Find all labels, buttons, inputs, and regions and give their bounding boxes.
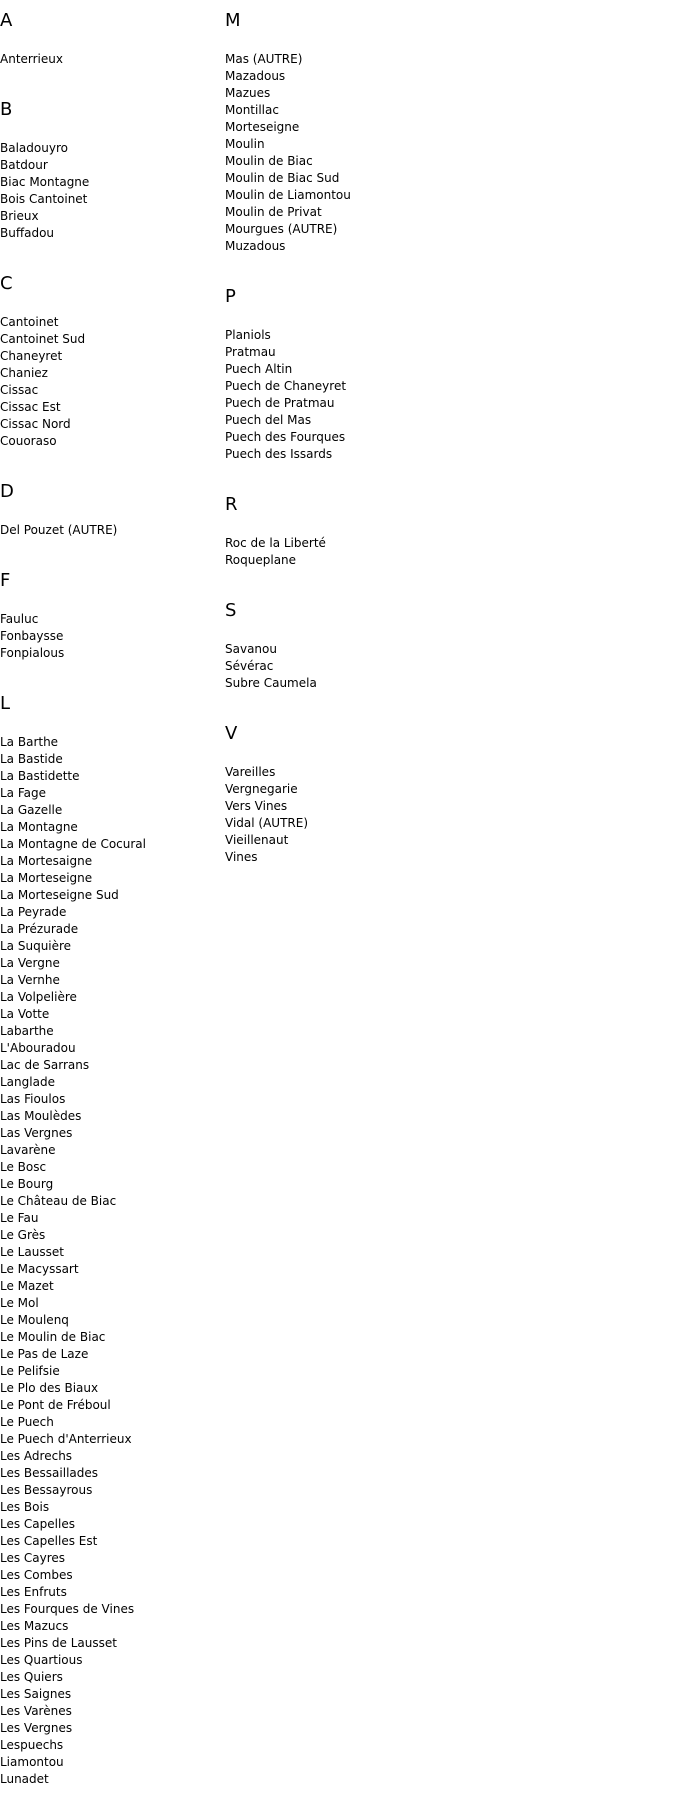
place-list-item[interactable]: Cissac Est (0, 400, 61, 414)
place-list-item[interactable]: Subre Caumela (225, 676, 317, 690)
letter-section-s (225, 600, 440, 692)
place-list-item[interactable]: Bois Cantoinet (0, 192, 88, 206)
letter-section-d (0, 481, 215, 539)
place-list-item[interactable]: Les Adrechs (0, 1449, 73, 1463)
place-list-item[interactable]: Labarthe (0, 1024, 54, 1038)
place-list-item[interactable]: Moulin (225, 137, 265, 151)
place-list-item[interactable]: Le Lausset (0, 1245, 64, 1259)
place-list-item[interactable]: La Morteseigne Sud (0, 888, 119, 902)
place-list-item[interactable]: Sévérac (225, 659, 274, 673)
place-list-item[interactable]: Le Pelifsie (0, 1364, 60, 1378)
letter-section-f (0, 570, 215, 662)
letter-section-p (225, 286, 440, 463)
place-list-item[interactable]: Puech Altin (225, 362, 293, 376)
place-list-item[interactable]: La Fage (0, 786, 47, 800)
place-list-item[interactable]: Puech de Pratmau (225, 396, 335, 410)
place-list-item[interactable]: Baladouyro (0, 141, 68, 155)
section-letter-heading: A (0, 10, 13, 31)
place-list-item[interactable]: Chaniez (0, 366, 48, 380)
place-list-item[interactable]: Les Fourques de Vines (0, 1602, 135, 1616)
letter-section-l (0, 693, 215, 1788)
place-list-item[interactable]: Les Saignes (0, 1687, 72, 1701)
place-list-item[interactable]: Las Vergnes (0, 1126, 73, 1140)
section-letter-heading: P (225, 286, 236, 307)
place-list (225, 327, 440, 463)
place-list-item[interactable]: Lunadet (0, 1772, 49, 1786)
section-letter-heading: R (225, 494, 238, 515)
section-letter-heading: S (225, 600, 237, 621)
place-list-item[interactable]: Les Varènes (0, 1704, 72, 1718)
place-list-item[interactable]: Morteseigne (225, 120, 300, 134)
place-list-item[interactable]: Mazadous (225, 69, 286, 83)
place-list-item[interactable]: Liamontou (0, 1755, 64, 1769)
place-list-item[interactable]: Vidal (AUTRE) (225, 816, 309, 830)
place-list-item[interactable]: Moulin de Biac Sud (225, 171, 340, 185)
place-list-item[interactable]: Les Capelles Est (0, 1534, 98, 1548)
place-list-item[interactable]: Cissac (0, 383, 39, 397)
place-list (225, 51, 440, 255)
place-list-item[interactable]: Las Fioulos (0, 1092, 66, 1106)
place-list-item[interactable]: Vines (225, 850, 258, 864)
place-list-item[interactable]: Planiols (225, 328, 271, 342)
place-list-item[interactable]: Le Puech d'Anterrieux (0, 1432, 132, 1446)
place-list-item[interactable]: Fonbaysse (0, 629, 64, 643)
place-list-item[interactable]: Les Combes (0, 1568, 73, 1582)
index-column-right (225, 10, 440, 897)
letter-section-m (225, 10, 440, 255)
place-list-item[interactable]: La Montagne de Cocural (0, 837, 146, 851)
place-list-item[interactable]: La Gazelle (0, 803, 63, 817)
place-list-item[interactable]: Vieillenaut (225, 833, 289, 847)
letter-section-c (0, 273, 215, 450)
place-list-item[interactable]: Savanou (225, 642, 277, 656)
place-list-item[interactable]: Vareilles (225, 765, 276, 779)
place-list-item[interactable]: Le Bourg (0, 1177, 54, 1191)
place-list-item[interactable]: Muzadous (225, 239, 286, 253)
place-list-item[interactable]: La Votte (0, 1007, 50, 1021)
place-list (0, 140, 215, 242)
place-list-item[interactable]: Moulin de Liamontou (225, 188, 351, 202)
place-list (0, 51, 215, 68)
place-list (0, 314, 215, 450)
section-letter-heading: M (225, 10, 241, 31)
place-list-item[interactable]: Le Plo des Biaux (0, 1381, 99, 1395)
place-list-item[interactable]: Fauluc (0, 612, 39, 626)
place-list-item[interactable]: Les Capelles (0, 1517, 75, 1531)
place-list-item[interactable]: Puech des Issards (225, 447, 333, 461)
place-list-item[interactable]: Le Puech (0, 1415, 54, 1429)
place-list-item[interactable]: Cantoinet (0, 315, 59, 329)
place-list-item[interactable]: Las Moulèdes (0, 1109, 82, 1123)
place-list-item[interactable]: Mazues (225, 86, 271, 100)
place-list-item[interactable]: Les Vergnes (0, 1721, 73, 1735)
index-column-left (0, 10, 215, 1819)
place-list-item[interactable]: Roc de la Liberté (225, 536, 326, 550)
place-list-item[interactable]: Le Château de Biac (0, 1194, 117, 1208)
place-list-item[interactable]: Puech del Mas (225, 413, 312, 427)
place-list-item[interactable]: Les Bois (0, 1500, 50, 1514)
place-list-item[interactable]: Pratmau (225, 345, 276, 359)
place-list-item[interactable]: La Morteseigne (0, 871, 93, 885)
place-list-item[interactable]: Le Fau (0, 1211, 39, 1225)
place-list-item[interactable]: Les Quartious (0, 1653, 83, 1667)
place-list-item[interactable]: Moulin de Privat (225, 205, 322, 219)
place-list (0, 734, 215, 1788)
section-letter-heading: C (0, 273, 13, 294)
place-list-item[interactable]: La Bastidette (0, 769, 80, 783)
place-list (0, 611, 215, 662)
place-list-item[interactable]: L'Abouradou (0, 1041, 76, 1055)
place-list-item[interactable]: Le Macyssart (0, 1262, 79, 1276)
place-list-item[interactable]: Couoraso (0, 434, 57, 448)
place-list-item[interactable]: Lespuechs (0, 1738, 64, 1752)
place-list-item[interactable]: Vers Vines (225, 799, 288, 813)
place-list (225, 641, 440, 692)
place-list-item[interactable]: Cantoinet Sud (0, 332, 86, 346)
place-list-item[interactable]: Lac de Sarrans (0, 1058, 90, 1072)
place-list-item[interactable]: Le Bosc (0, 1160, 47, 1174)
letter-section-v (225, 723, 440, 866)
place-list-item[interactable]: Le Grès (0, 1228, 46, 1242)
place-list-item[interactable]: Mourgues (AUTRE) (225, 222, 338, 236)
section-letter-heading: D (0, 481, 14, 502)
place-list-item[interactable]: Langlade (0, 1075, 55, 1089)
place-list-item[interactable]: Les Cayres (0, 1551, 66, 1565)
section-letter-heading: L (0, 693, 11, 714)
place-list-item[interactable]: Les Pins de Lausset (0, 1636, 117, 1650)
section-letter-heading: F (0, 570, 11, 591)
place-list-item[interactable]: Le Pont de Fréboul (0, 1398, 111, 1412)
place-list-item[interactable]: La Prézurade (0, 922, 79, 936)
place-list (0, 522, 215, 539)
place-list-item[interactable]: Fonpialous (0, 646, 65, 660)
place-list-item[interactable]: Le Mazet (0, 1279, 54, 1293)
place-list-item[interactable]: Del Pouzet (AUTRE) (0, 523, 118, 537)
place-list-item[interactable]: Lavarène (0, 1143, 56, 1157)
letter-section-r (225, 494, 440, 569)
place-list-item[interactable]: Puech des Fourques (225, 430, 346, 444)
place-list-item[interactable]: La Mortesaigne (0, 854, 93, 868)
section-letter-heading: V (225, 723, 238, 744)
place-list-item[interactable]: Vergnegarie (225, 782, 298, 796)
place-list-item[interactable]: Les Bessaillades (0, 1466, 99, 1480)
place-list-item[interactable]: Buffadou (0, 226, 55, 240)
place-list-item[interactable]: La Bastide (0, 752, 63, 766)
place-list-item[interactable]: Le Pas de Laze (0, 1347, 89, 1361)
place-list-item[interactable]: Roqueplane (225, 553, 297, 567)
place-list-item[interactable]: Les Quiers (0, 1670, 63, 1684)
place-list-item[interactable]: La Peyrade (0, 905, 67, 919)
place-list-item[interactable]: La Vergne (0, 956, 60, 970)
place-list-item[interactable]: Le Moulin de Biac (0, 1330, 106, 1344)
place-list-item[interactable]: Les Bessayrous (0, 1483, 93, 1497)
place-list-item[interactable]: Batdour (0, 158, 48, 172)
letter-section-a (0, 10, 215, 68)
place-list-item[interactable]: Les Enfruts (0, 1585, 67, 1599)
place-list-item[interactable]: Moulin de Biac (225, 154, 313, 168)
place-list-item[interactable]: La Barthe (0, 735, 59, 749)
place-list-item[interactable]: Les Mazucs (0, 1619, 69, 1633)
place-list-item[interactable]: Montillac (225, 103, 279, 117)
place-list-item[interactable]: Mas (AUTRE) (225, 52, 303, 66)
place-list-item[interactable]: La Montagne (0, 820, 78, 834)
place-list-item[interactable]: Le Mol (0, 1296, 39, 1310)
place-list-item[interactable]: Biac Montagne (0, 175, 90, 189)
place-list (225, 535, 440, 569)
place-list (225, 764, 440, 866)
place-list-item[interactable]: La Suquière (0, 939, 72, 953)
place-list-item[interactable]: Anterrieux (0, 52, 63, 66)
place-list-item[interactable]: Chaneyret (0, 349, 63, 363)
place-list-item[interactable]: La Vernhe (0, 973, 60, 987)
section-letter-heading: B (0, 99, 13, 120)
place-list-item[interactable]: Puech de Chaneyret (225, 379, 347, 393)
place-list-item[interactable]: Le Moulenq (0, 1313, 69, 1327)
place-list-item[interactable]: Cissac Nord (0, 417, 71, 431)
place-list-item[interactable]: La Volpelière (0, 990, 77, 1004)
letter-section-b (0, 99, 215, 242)
place-list-item[interactable]: Brieux (0, 209, 39, 223)
